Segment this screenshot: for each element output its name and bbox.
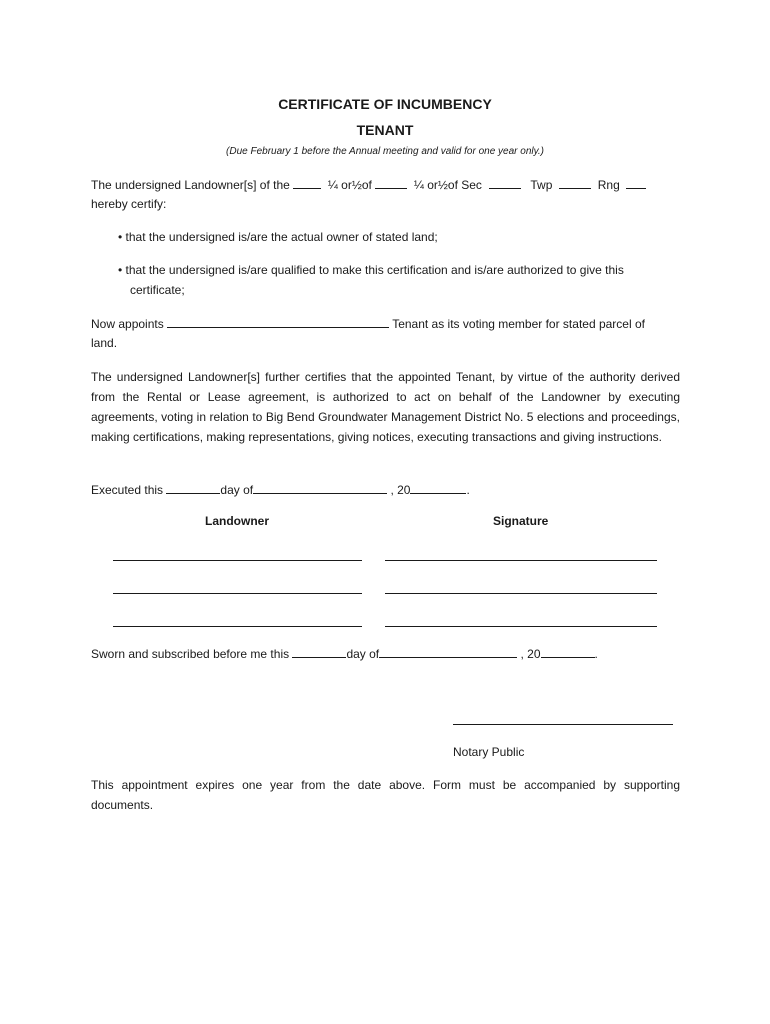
landowner-line-2[interactable] bbox=[113, 593, 362, 594]
bullet-qualified: • that the undersigned is/are qualified to make this certification and is/are authorized to give this bbox=[118, 263, 624, 277]
intro-line: The undersigned Landowner[s] of the ¼ or½of ¼ or½of Sec Twp Rng bbox=[91, 177, 646, 192]
tenant-name-blank[interactable] bbox=[167, 316, 389, 328]
executed-month-blank[interactable] bbox=[253, 482, 387, 494]
section-blank[interactable] bbox=[489, 177, 521, 189]
sworn-day-blank[interactable] bbox=[292, 646, 346, 658]
range-blank[interactable] bbox=[626, 177, 646, 189]
executed-line: Executed this day of , 20 . bbox=[91, 483, 470, 497]
appoints-line: Now appoints Tenant as its voting member for stated parcel of bbox=[91, 317, 645, 331]
executed-year-blank[interactable] bbox=[410, 482, 466, 494]
authority-paragraph: The undersigned Landowner[s] further certifies that the appointed Tenant, by virtue of the authority derived from the Rental or Lease agreement, is authorized to act on behalf of the Landowner by executing agreements, voting in relation to Big Bend Groundwater Management District No. 5 elections and proceedings, making certifications, making representations, giving notices, executing transactions and giving instructions. bbox=[91, 370, 680, 444]
township-blank[interactable] bbox=[559, 177, 591, 189]
bullet-qualified-cont: certificate; bbox=[130, 283, 185, 297]
executed-day-blank[interactable] bbox=[166, 482, 220, 494]
bullet-owner: • that the undersigned is/are the actual owner of stated land; bbox=[118, 230, 438, 244]
document-title: CERTIFICATE OF INCUMBENCY bbox=[278, 96, 492, 112]
landowner-heading: Landowner bbox=[205, 514, 270, 528]
notary-signature-line[interactable] bbox=[453, 724, 673, 725]
signature-line-3[interactable] bbox=[385, 626, 657, 627]
sworn-year-blank[interactable] bbox=[541, 646, 595, 658]
signature-line-2[interactable] bbox=[385, 593, 657, 594]
landowner-line-3[interactable] bbox=[113, 626, 362, 627]
due-date-note: (Due February 1 before the Annual meeting and valid for one year only.) bbox=[226, 146, 544, 157]
landowner-line-1[interactable] bbox=[113, 560, 362, 561]
quarter-blank-2[interactable] bbox=[375, 177, 407, 189]
appoints-line-2: land. bbox=[91, 336, 118, 350]
expiry-note: This appointment expires one year from the date above. Form must be accompanied by supporting documents. bbox=[91, 778, 680, 812]
signature-heading: Signature bbox=[493, 514, 549, 528]
signature-line-1[interactable] bbox=[385, 560, 657, 561]
document-subtitle: TENANT bbox=[356, 122, 414, 138]
notary-label: Notary Public bbox=[453, 745, 525, 759]
quarter-blank[interactable] bbox=[293, 177, 321, 189]
sworn-line: Sworn and subscribed before me this day of , 20 . bbox=[91, 647, 598, 661]
sworn-month-blank[interactable] bbox=[379, 646, 517, 658]
intro-line-2: hereby certify: bbox=[91, 197, 167, 211]
